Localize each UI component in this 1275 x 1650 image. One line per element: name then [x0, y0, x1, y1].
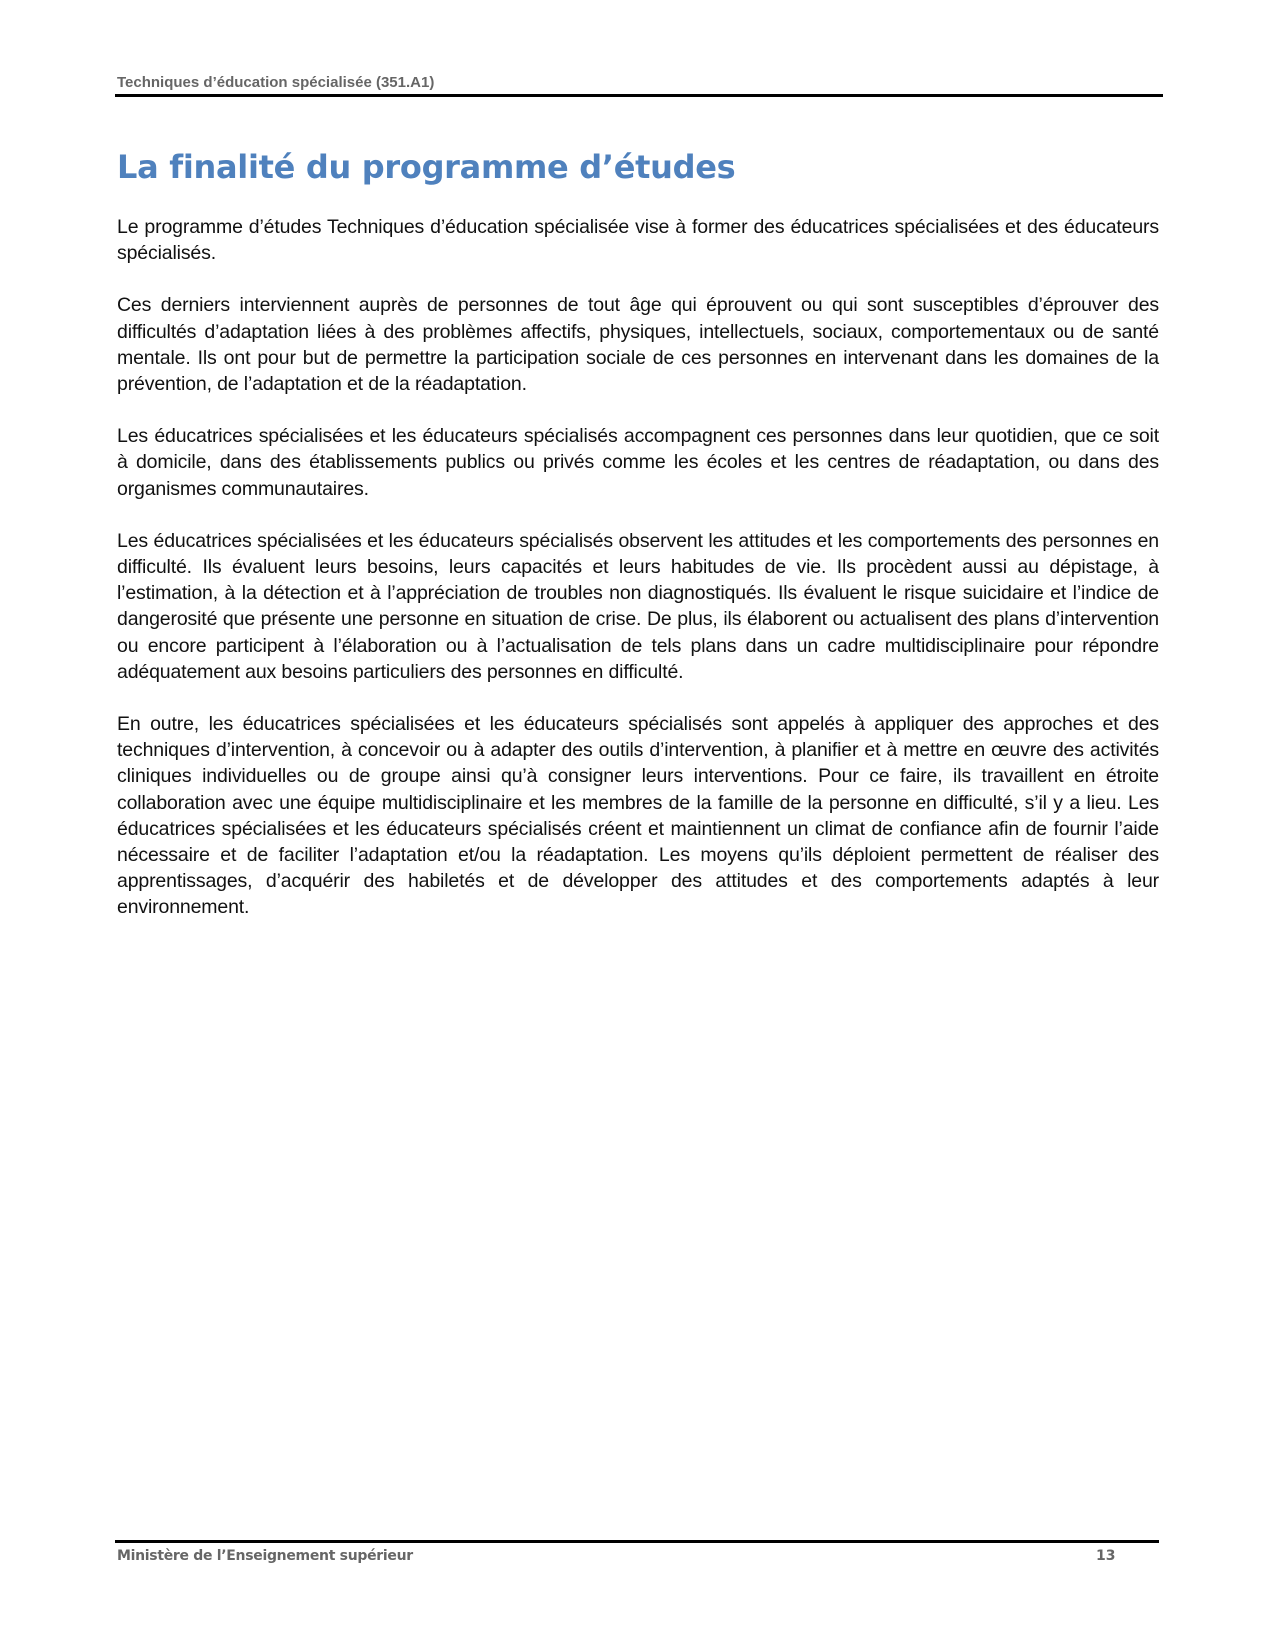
section-title: La finalité du programme d’études	[117, 148, 736, 186]
paragraph: En outre, les éducatrices spécialisées et les éducateurs spécialisés sont appelés à appliquer des approches et des techniques d’intervention, à concevoir ou à adapter des outils d’intervention, à planifier et à mettre en œuvre des activités cliniques individuelles ou de groupe ainsi qu’à consigner leurs interventions. Pour ce faire, ils travaillent en étroite collaboration avec une équipe multidisciplinaire et les membres de la famille de la personne en difficulté, s’il y a lieu. Les éducatrices spécialisées et les éducateurs spécialisés créent et maintiennent un climat de confiance afin de fournir l’aide nécessaire et de faciliter l’adaptation et/ou la réadaptation. Les moyens qu’ils déploient permettent de réaliser des apprentissages, d’acquérir des habiletés et de développer des attitudes et des comportements adaptés à leur environnement.	[117, 713, 1159, 919]
page-number: 13	[1096, 1548, 1116, 1564]
running-header: Techniques d’éducation spécialisée (351.A1)	[117, 74, 435, 91]
section-body	[117, 214, 1159, 947]
footer-divider	[115, 1540, 1159, 1543]
paragraph: Le programme d’études Techniques d’éducation spécialisée vise à former des éducatrices spécialisées et des éducateurs spécialisés.	[117, 216, 1159, 265]
paragraph: Les éducatrices spécialisées et les éducateurs spécialisés observent les attitudes et les comportements des personnes en difficulté. Ils évaluent leurs besoins, leurs capacités et leurs habitudes de vie. Ils procèdent aussi au dépistage, à l’estimation, à la détection et à l’appréciation de troubles non diagnostiqués. Ils évaluent le risque suicidaire et l’indice de dangerosité que présente une personne en situation de crise. De plus, ils élaborent ou actualisent des plans d’intervention ou encore participent à l’élaboration ou à l’actualisation de tels plans dans un cadre multidisciplinaire pour répondre adéquatement aux besoins particuliers des personnes en difficulté.	[117, 529, 1159, 683]
paragraph: Ces derniers interviennent auprès de personnes de tout âge qui éprouvent ou qui sont susceptibles d’éprouver des difficultés d’adaptation liées à des problèmes affectifs, physiques, intellectuels, sociaux, comportementaux ou de santé mentale. Ils ont pour but de permettre la participation sociale de ces personnes en intervenant dans les domaines de la prévention, de l’adaptation et de la réadaptation.	[117, 294, 1159, 396]
paragraph: Les éducatrices spécialisées et les éducateurs spécialisés accompagnent ces personnes dans leur quotidien, que ce soit à domicile, dans des établissements publics ou privés comme les écoles et les centres de réadaptation, ou dans des organismes communautaires.	[117, 425, 1159, 500]
footer-organization: Ministère de l’Enseignement supérieur	[117, 1548, 413, 1564]
header-divider	[115, 94, 1163, 97]
